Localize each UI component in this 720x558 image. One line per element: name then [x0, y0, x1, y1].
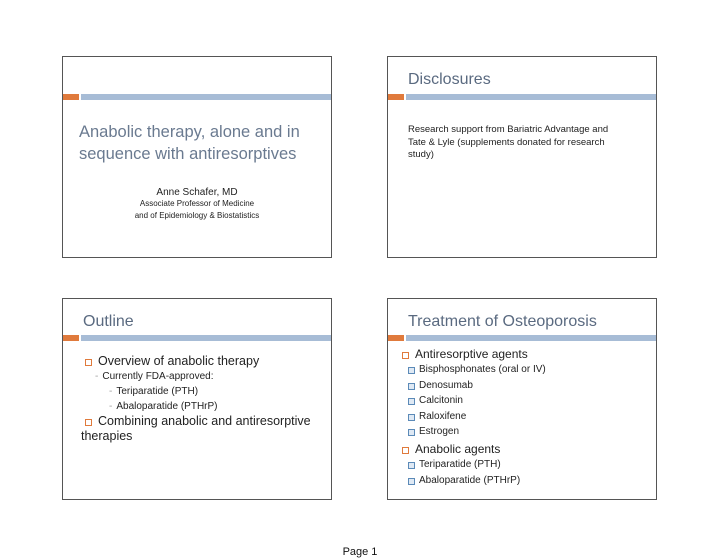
slide-title: Outline — [83, 313, 134, 330]
list-subitem: - Currently FDA-approved: — [95, 371, 214, 382]
bullet-icon — [408, 478, 415, 485]
outline-list — [81, 354, 325, 444]
slide-title: Treatment of Osteoporosis — [408, 313, 597, 330]
disclosure-text: Research support from Bariatric Advantage and Tate & Lyle (supplements donated for research study) — [408, 124, 609, 160]
slide-disclosures — [387, 56, 657, 258]
page-number: Page 1 — [342, 546, 378, 558]
list-subsubitem: - Abaloparatide (PTHrP) — [109, 401, 218, 412]
list-item-continuation: therapies — [81, 429, 133, 443]
author-affiliation-1: Associate Professor of Medicine — [139, 199, 255, 208]
bullet-icon — [408, 367, 415, 374]
list-subsubitem: - Teriparatide (PTH) — [109, 386, 199, 397]
presentation-title: Anabolic therapy, alone and in sequence with antiresorptives — [79, 123, 300, 163]
slide-outline — [62, 298, 332, 500]
author-name: Anne Schafer, MD — [156, 187, 238, 198]
author-block — [63, 187, 331, 222]
slide-title: Disclosures — [408, 71, 491, 88]
list-group: Antiresorptive agents — [402, 347, 652, 362]
list-item: Denosumab — [408, 378, 652, 394]
dash-icon: - — [109, 401, 113, 412]
slide-accent-bar — [388, 94, 656, 100]
slide-accent-bar — [388, 335, 656, 341]
bullet-icon — [85, 419, 92, 426]
list-group: Anabolic agents — [402, 442, 652, 457]
slide-title-page — [62, 56, 332, 258]
list-item: Overview of anabolic therapy — [85, 354, 325, 369]
bullet-icon — [408, 462, 415, 469]
group1-items — [408, 362, 652, 440]
list-item: Estrogen — [408, 424, 652, 440]
dash-icon: - — [95, 371, 99, 382]
dash-icon: - — [109, 386, 113, 397]
list-item: Bisphosphonates (oral or IV) — [408, 362, 652, 378]
author-affiliation-2: and of Epidemiology & Biostatistics — [134, 211, 260, 220]
list-item: Abaloparatide (PTHrP) — [408, 473, 652, 489]
bullet-icon — [408, 398, 415, 405]
slide-treatment — [387, 298, 657, 500]
bullet-icon — [408, 383, 415, 390]
list-item: Combining anabolic and antiresorptive — [85, 414, 325, 429]
bullet-icon — [408, 429, 415, 436]
group2-items — [408, 457, 652, 488]
bullet-icon — [408, 414, 415, 421]
bullet-icon — [402, 447, 409, 454]
treatment-list — [402, 347, 652, 488]
bullet-icon — [85, 359, 92, 366]
slide-accent-bar — [63, 335, 331, 341]
list-item: Teriparatide (PTH) — [408, 457, 652, 473]
bullet-icon — [402, 352, 409, 359]
list-item: Calcitonin — [408, 393, 652, 409]
list-item: Raloxifene — [408, 409, 652, 425]
slide-accent-bar — [63, 94, 331, 100]
